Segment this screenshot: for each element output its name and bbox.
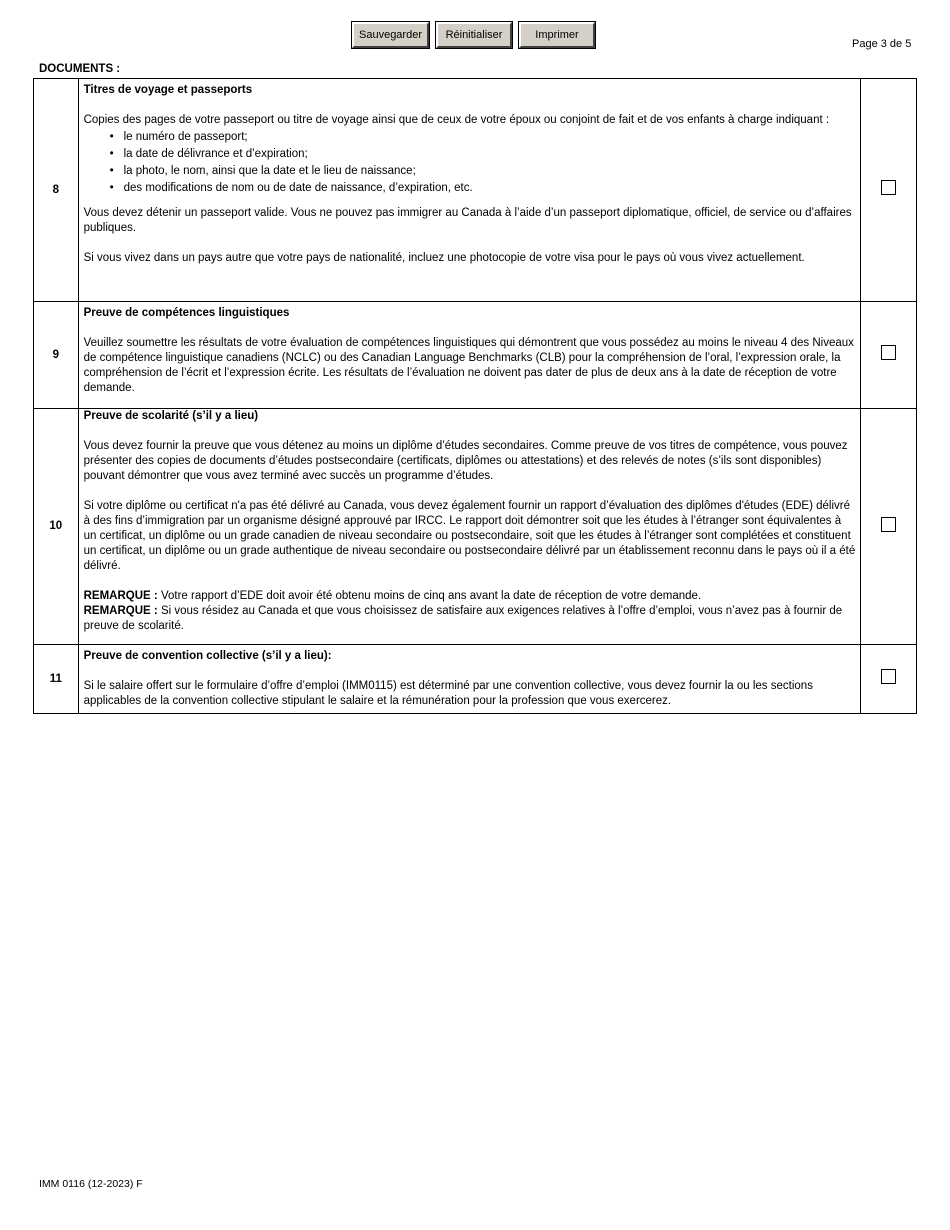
table-row	[34, 409, 917, 645]
row-number: 9	[34, 302, 79, 409]
note-text: Si vous résidez au Canada et que vous choisissez de satisfaire aux exigences relatives à l’offre d’emploi, vous n’avez pas à fournir de preuve de scolarité.	[83, 605, 843, 632]
note-paragraph	[84, 589, 856, 604]
note-paragraph	[84, 604, 856, 634]
document-8-checkbox[interactable]	[881, 180, 896, 195]
print-button[interactable]: Imprimer	[519, 22, 595, 48]
row-title: Preuve de compétences linguistiques	[83, 307, 290, 319]
row-paragraph: Si vous vivez dans un pays autre que votre pays de nationalité, incluez une photocopie de votre visa pour le pays où vous vivez actuellement.	[83, 252, 805, 264]
checkbox-cell	[861, 645, 917, 714]
row-paragraph: Veuillez soumettre les résultats de votre évaluation de compétences linguistiques qui démontrent que vous possédez au moins le niveau 4 des Niveaux de compétence linguistique canadiens (NCLC) ou des Canadian Language Benchmarks (CLB) pour la compréhension de l’oral, l’expression orale, la compréhension de l’écrit et l’expression écrite. Les résultats de l’évaluation ne doivent pas dater de plus de deux ans à la date de réception de votre demande.	[83, 337, 854, 394]
list-item: • la photo, le nom, ainsi que la date et le lieu de naissance;	[110, 163, 856, 180]
checkbox-cell	[861, 409, 917, 645]
list-item: • des modifications de nom ou de date de naissance, d’expiration, etc.	[110, 180, 856, 197]
checkbox-cell	[861, 79, 917, 302]
table-row	[34, 302, 917, 409]
list-item: • le numéro de passeport;	[110, 129, 856, 146]
row-content	[78, 409, 861, 645]
note-label: REMARQUE :	[83, 590, 158, 602]
document-10-checkbox[interactable]	[881, 517, 896, 532]
row-number: 8	[34, 79, 79, 302]
document-11-checkbox[interactable]	[881, 669, 896, 684]
row-title: Preuve de scolarité (s’il y a lieu)	[83, 410, 259, 422]
row-paragraph: Copies des pages de votre passeport ou titre de voyage ainsi que de ceux de votre époux ou conjoint de fait et de vos enfants à charge indiquant :	[83, 114, 830, 126]
row-title: Preuve de convention collective (s’il y a lieu):	[83, 650, 332, 662]
table-row	[34, 645, 917, 714]
documents-table	[33, 78, 917, 714]
document-9-checkbox[interactable]	[881, 345, 896, 360]
row-paragraph: Vous devez fournir la preuve que vous détenez au moins un diplôme d’études secondaires. Comme preuve de vos titres de compétence, vous pouvez présenter des copies de documents d’études postsecondaire (certificats, diplômes ou attestations) et des relevés de notes (s’ils sont disponibles) pouvant démontrer que vous avez terminé avec succès un programme d’études.	[83, 440, 848, 482]
reset-button[interactable]: Réinitialiser	[436, 22, 512, 48]
row-paragraph: Si le salaire offert sur le formulaire d’offre d’emploi (IMM0115) est déterminé par une convention collective, vous devez fournir la ou les sections applicables de la convention collective stipulant le salaire et la rémunération pour la profession que vous exercerez.	[83, 680, 813, 707]
row-content	[78, 79, 861, 302]
row-content	[78, 645, 861, 714]
note-text: Votre rapport d’EDE doit avoir été obtenu moins de cinq ans avant la date de réception de votre demande.	[160, 590, 702, 602]
row-paragraph: Vous devez détenir un passeport valide. Vous ne pouvez pas immigrer au Canada à l’aide d’un passeport diplomatique, officiel, de service ou d’affaires publiques.	[83, 207, 852, 234]
form-toolbar	[352, 22, 602, 48]
row-number: 10	[34, 409, 79, 645]
bullet-list	[84, 129, 856, 197]
section-title: DOCUMENTS :	[39, 63, 121, 75]
page-number: Page 3 de 5	[852, 38, 912, 50]
table-row	[34, 79, 917, 302]
save-button[interactable]: Sauvegarder	[352, 22, 429, 48]
note-label: REMARQUE :	[83, 605, 158, 617]
row-title: Titres de voyage et passeports	[83, 84, 253, 96]
row-content	[78, 302, 861, 409]
row-number: 11	[34, 645, 79, 714]
list-item: • la date de délivrance et d’expiration;	[110, 146, 856, 163]
form-code: IMM 0116 (12-2023) F	[39, 1178, 143, 1190]
checkbox-cell	[861, 302, 917, 409]
row-paragraph: Si votre diplôme ou certificat n'a pas été délivré au Canada, vous devez également fournir un rapport d’évaluation des diplômes d'études (EDE) délivré à des fins d’immigration par un organisme désigné approuvé par IRCC. Le rapport doit démontrer soit que les études à l’étranger sont équivalentes à un certificat, un diplôme ou un grade canadien de niveau secondaire ou postsecondaire, soit que les études à l’étranger sont complétées et constituent un certificat, un diplôme ou un grade authentique de niveau secondaire ou postsecondaire délivré par un établissement reconnu dans le pays où il a été délivré.	[83, 500, 856, 572]
